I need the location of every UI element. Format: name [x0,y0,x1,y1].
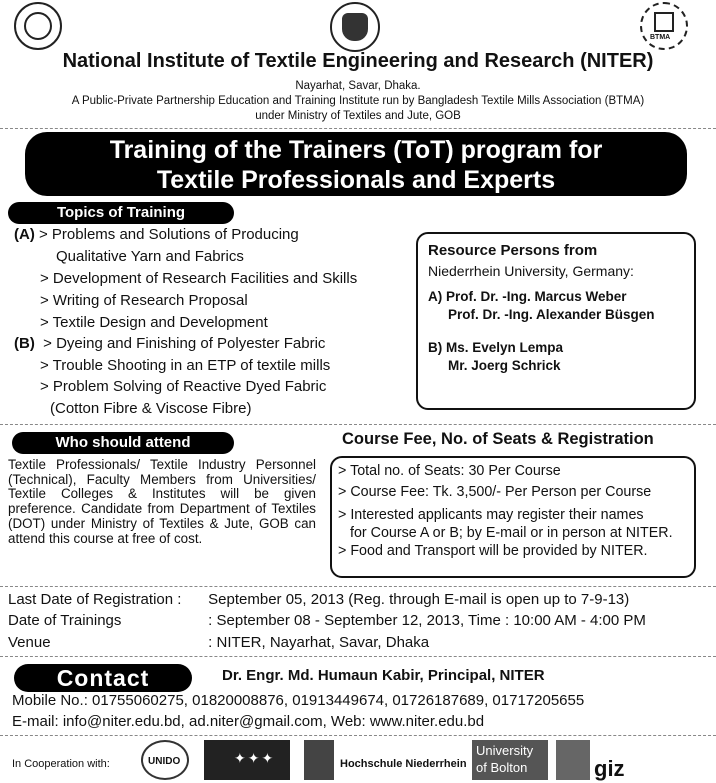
resource-title: Resource Persons from [428,242,598,259]
institute-description: A Public-Private Partnership Education and Training Institute run by Bangladesh Textile Mills Association (BTMA) [71,95,645,107]
niter-logo [14,2,62,50]
cooperation-label: In Cooperation with: [12,758,110,770]
contact-person: Dr. Engr. Md. Humaun Kabir, Principal, NITER [222,667,545,684]
institute-ministry: under Ministry of Textiles and Jute, GOB [255,110,461,122]
contact-mobile: Mobile No.: 01755060275, 01820008876, 01913449674, 01726187689, 01717205655 [12,692,585,709]
topic-item: > Problem Solving of Reactive Dyed Fabric [40,378,327,395]
banner-line-2: Textile Professionals and Experts [156,166,556,194]
fee-line: for Course A or B; by E-mail or in person at NITER. [350,525,673,541]
divider [0,586,716,587]
topic-item: > Textile Design and Development [40,314,268,331]
resource-person: A) Prof. Dr. -Ing. Marcus Weber [428,289,627,304]
program-banner [25,132,687,196]
divider [0,735,716,736]
fee-heading: Course Fee, No. of Seats & Registration [342,430,654,448]
hochschule-name: Hochschule Niederrhein [340,758,467,770]
divider [0,128,716,129]
contact-heading: Contact [14,664,192,692]
giz-logo: giz [594,756,625,781]
topics-heading: Topics of Training [8,202,234,224]
banner-line-1: Training of the Trainers (ToT) program for [109,136,603,164]
hochschule-logo [304,740,334,780]
who-heading: Who should attend [12,432,234,454]
divider [0,656,716,657]
topic-item: Qualitative Yarn and Fabrics [56,248,244,265]
unido-logo: UNIDO [141,740,189,780]
contact-email: E-mail: info@niter.edu.bd, ad.niter@gmail.com, Web: www.niter.edu.bd [12,713,485,730]
partner-mark-logo [556,740,590,780]
topic-item: > Trouble Shooting in an ETP of textile mills [40,357,331,374]
btma-logo: BTMA [640,2,688,50]
venue: Venue : NITER, Nayarhat, Savar, Dhaka [8,634,430,651]
registration-deadline: Last Date of Registration : September 05, 2013 (Reg. through E-mail is open up to 7-9-13) [8,591,630,608]
resource-person: Mr. Joerg Schrick [448,358,561,373]
fee-box [330,456,696,578]
topic-item: (B) > Dyeing and Finishing of Polyester Fabric [14,335,326,352]
topic-item: (Cotton Fibre & Viscose Fibre) [50,400,252,417]
topic-item: > Development of Research Facilities and Skills [40,270,358,287]
divider [0,424,716,425]
resource-persons-box [416,232,696,410]
institute-address: Nayarhat, Savar, Dhaka. [295,80,421,92]
resource-person: Prof. Dr. -Ing. Alexander Büsgen [448,307,655,322]
topic-item: > Writing of Research Proposal [40,292,248,309]
bolton-logo: University of Bolton [472,740,548,780]
fee-line: > Food and Transport will be provided by NITER. [338,543,648,559]
training-dates: Date of Trainings : September 08 - September 12, 2013, Time : 10:00 AM - 4:00 PM [8,612,646,629]
fee-line: > Interested applicants may register their names [338,507,644,523]
institute-title: National Institute of Textile Engineering and Research (NITER) [62,50,654,72]
resource-org: Niederrhein University, Germany: [428,263,634,279]
fee-line: > Course Fee: Tk. 3,500/- Per Person per Course [338,484,652,500]
topic-item: (A) > Problems and Solutions of Producing [14,226,299,243]
government-seal-logo [330,2,380,52]
resource-person: B) Ms. Evelyn Lempa [428,340,564,355]
who-description: Textile Professionals/ Textile Industry Personnel (Technical), Faculty Members from Universities/ Textile Colleges & Institutes will be given preference. Candidate from Department of Textiles (DOT) under Ministry of Textiles & Jute, GOB can attend this course at free of cost. [8,457,316,546]
fee-line: > Total no. of Seats: 30 Per Course [338,463,561,479]
eu-flag-logo: ✦✦✦ [204,740,290,780]
